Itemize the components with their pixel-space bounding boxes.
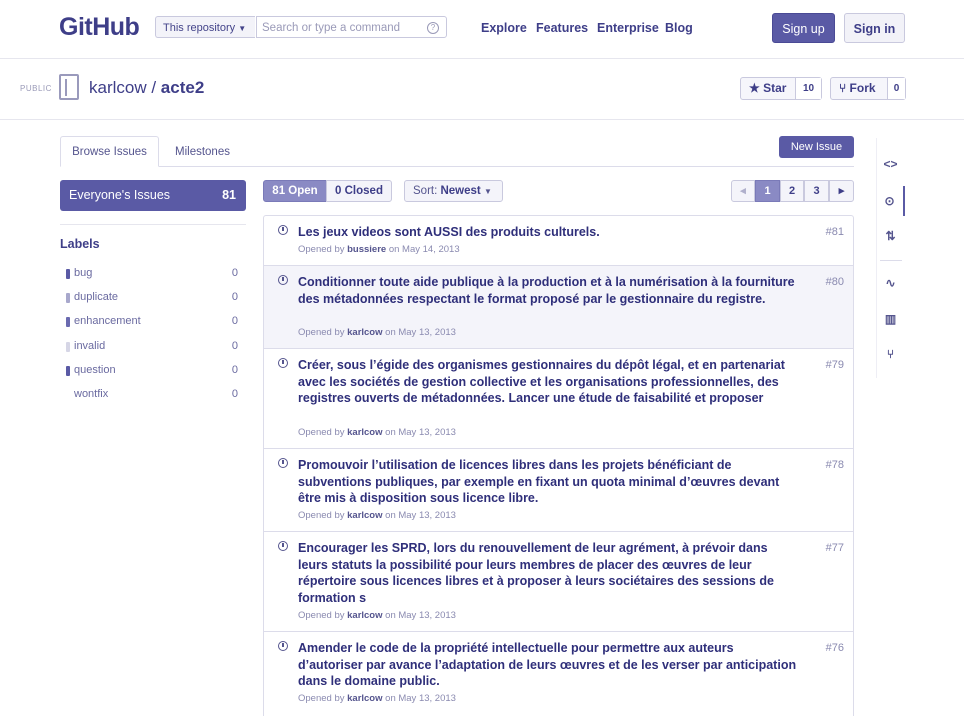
issue-date: on May 13, 2013	[385, 427, 456, 438]
nav-features[interactable]: Features	[536, 21, 589, 35]
nav-enterprise[interactable]: Enterprise	[597, 21, 659, 35]
tabs-divider	[60, 166, 854, 167]
issue-title-link[interactable]: Amender le code de la propriété intellectuelle pour permettre aux auteurs d’autoriser par avance l’adaptation de leurs œuvres et de les verser par anticipation dans le domaine public.	[298, 641, 797, 688]
everyones-issues-filter[interactable]	[60, 180, 246, 211]
opened-by-text: Opened by	[298, 327, 345, 338]
prev-page-button[interactable]	[731, 180, 755, 202]
issue-number: #78	[825, 459, 844, 471]
star-button[interactable]	[740, 77, 822, 100]
nav-explore[interactable]: Explore	[481, 21, 527, 35]
issue-title-link[interactable]: Encourager les SPRD, lors du renouvellement de leur agrément, à prévoir dans leurs statuts la possibilité pour leurs membres de placer des œuvres de leur répertoire sous licences libres et à proposer à leurs sociétaires des sessions de formation s	[298, 541, 774, 605]
label-filter-item[interactable]	[66, 267, 238, 281]
star-label	[749, 78, 786, 99]
issues-list	[263, 215, 854, 716]
label-filter-item[interactable]	[66, 340, 238, 354]
label-count: 0	[231, 315, 238, 327]
open-issue-icon	[278, 458, 288, 468]
pull-request-icon[interactable]: ⇅	[885, 229, 896, 243]
next-page-button[interactable]	[829, 180, 854, 202]
label-filter-item[interactable]	[66, 364, 238, 378]
label-color-swatch	[66, 342, 70, 352]
help-icon[interactable]: ?	[427, 22, 439, 34]
issue-meta	[298, 327, 456, 338]
label-count: 0	[231, 267, 238, 279]
chevron-down-icon: ▼	[483, 187, 492, 196]
sort-value: Newest	[440, 185, 481, 197]
open-issue-icon	[278, 641, 288, 651]
opened-by-text: Opened by	[298, 510, 345, 521]
issue-number: #79	[825, 359, 844, 371]
label-name: invalid	[74, 340, 106, 352]
issue-title-link[interactable]: Conditionner toute aide publique à la production et à la numérisation à la fourniture des métadonnées respectant le format proposé par le gestionnaire du registre.	[298, 275, 795, 306]
filter-count: 81	[222, 188, 236, 202]
search-input[interactable]	[256, 16, 447, 38]
open-issue-icon	[278, 275, 288, 285]
label-count: 0	[231, 364, 238, 376]
new-issue-button[interactable]: New Issue	[779, 136, 854, 158]
opened-by-text: Opened by	[298, 610, 345, 621]
issue-number: #80	[825, 276, 844, 288]
labels-heading: Labels	[60, 237, 100, 251]
label-name: bug	[74, 267, 93, 279]
label-filter-item[interactable]	[66, 388, 238, 402]
issue-author-link[interactable]: karlcow	[347, 510, 383, 521]
search-placeholder: Search or type a command	[262, 22, 401, 34]
page-2-button[interactable]: 2	[780, 180, 804, 202]
issue-number: #76	[825, 642, 844, 654]
label-name: duplicate	[74, 291, 119, 303]
issue-number: #77	[825, 542, 844, 554]
chevron-down-icon: ▼	[238, 24, 247, 33]
sign-up-button[interactable]: Sign up	[772, 13, 835, 43]
star-icon: ★	[749, 81, 760, 95]
search-scope-dropdown[interactable]	[155, 16, 255, 38]
sort-dropdown[interactable]	[404, 180, 503, 202]
issue-author-link[interactable]: karlcow	[347, 327, 383, 338]
label-color-swatch	[66, 269, 70, 279]
label-filter-item[interactable]	[66, 291, 238, 305]
repo-icon	[59, 74, 79, 100]
opened-by-text: Opened by	[298, 693, 345, 704]
repo-separator: /	[146, 78, 161, 97]
issue-meta	[298, 610, 456, 621]
star-text: Star	[763, 81, 787, 95]
repo-owner-link[interactable]: karlcow	[89, 78, 147, 97]
label-color-swatch	[66, 317, 70, 327]
repo-title	[89, 78, 204, 98]
chevron-left-icon: ◂	[740, 185, 746, 197]
issue-row[interactable]	[264, 216, 853, 266]
pulse-icon[interactable]: ∿	[885, 276, 896, 290]
fork-count[interactable]: 0	[887, 78, 905, 99]
issue-date: on May 14, 2013	[388, 244, 460, 255]
page-1-button[interactable]: 1	[755, 180, 780, 202]
issue-author-link[interactable]: karlcow	[347, 693, 383, 704]
label-count: 0	[231, 388, 238, 400]
open-issues-toggle[interactable]: 81 Open	[263, 180, 327, 202]
label-color-swatch	[66, 390, 70, 400]
search-scope-label: This repository	[163, 22, 236, 34]
code-icon[interactable]: <>	[883, 157, 898, 171]
label-color-swatch	[66, 293, 70, 303]
label-color-swatch	[66, 366, 70, 376]
tab-browse-issues[interactable]: Browse Issues	[60, 136, 159, 167]
sort-prefix: Sort:	[413, 185, 441, 197]
label-name: enhancement	[74, 315, 141, 327]
label-count: 0	[231, 291, 238, 303]
open-issue-icon	[278, 541, 288, 551]
repo-nav-rail	[876, 138, 906, 378]
issue-title-link[interactable]: Les jeux videos sont AUSSI des produits culturels.	[298, 225, 600, 239]
issue-title-link[interactable]: Promouvoir l’utilisation de licences libres dans les projets bénéficiant de subventions publiques, par exemple en fixant un quota minimal d’œuvres devant être mis à disposition sous licence libre.	[298, 458, 780, 505]
page-3-button[interactable]: 3	[804, 180, 829, 202]
fork-button[interactable]	[830, 77, 906, 100]
label-filter-item[interactable]	[66, 315, 238, 329]
issue-row[interactable]	[264, 632, 853, 716]
repo-name-link[interactable]: acte2	[160, 78, 205, 97]
nav-blog[interactable]: Blog	[665, 21, 693, 35]
open-issue-icon	[278, 225, 288, 235]
opened-by-text: Opened by	[298, 244, 345, 255]
star-count[interactable]: 10	[795, 78, 821, 99]
open-issue-icon	[278, 358, 288, 368]
issue-row[interactable]	[264, 349, 853, 449]
issue-row[interactable]	[264, 532, 853, 632]
filter-label: Everyone's Issues	[69, 188, 171, 202]
issue-date: on May 13, 2013	[385, 327, 456, 338]
label-count: 0	[231, 340, 238, 352]
rail-divider	[880, 260, 902, 261]
issue-date: on May 13, 2013	[385, 693, 456, 704]
fork-text: Fork	[849, 81, 876, 95]
label-name: question	[74, 364, 116, 376]
issue-row[interactable]	[264, 449, 853, 532]
issue-author-link[interactable]: karlcow	[347, 427, 383, 438]
opened-by-text: Opened by	[298, 427, 345, 438]
issue-row[interactable]	[264, 266, 853, 349]
issue-meta	[298, 244, 460, 255]
issue-meta	[298, 427, 456, 438]
issue-author-link[interactable]: bussiere	[347, 244, 387, 255]
graphs-icon[interactable]: ▥	[884, 312, 897, 326]
sign-in-button[interactable]: Sign in	[844, 13, 905, 43]
network-icon[interactable]: ⑂	[886, 347, 895, 361]
fork-icon: ⑂	[839, 81, 847, 95]
sidebar-divider	[60, 224, 246, 225]
issue-meta	[298, 510, 456, 521]
github-logo[interactable]: GitHub	[59, 13, 140, 41]
closed-issues-toggle[interactable]: 0 Closed	[326, 180, 392, 202]
fork-label	[839, 78, 876, 99]
issue-number: #81	[825, 226, 844, 238]
issue-date: on May 13, 2013	[385, 510, 456, 521]
issue-meta	[298, 693, 456, 704]
tab-milestones[interactable]: Milestones	[175, 146, 230, 158]
chevron-right-icon: ▸	[838, 185, 845, 197]
issue-title-link[interactable]: Créer, sous l’égide des organismes gestionnaires du dépôt légal, et en partenariat avec les sociétés de gestion collective et les organisations professionnelles, des registres ouverts de métadonnées. Lancer une étude de faisabilité et proposer	[298, 358, 785, 405]
label-name: wontfix	[74, 388, 109, 400]
issue-author-link[interactable]: karlcow	[347, 610, 383, 621]
visibility-label: PUBLIC	[20, 84, 52, 93]
issues-icon[interactable]: ⊙	[876, 186, 905, 216]
issue-date: on May 13, 2013	[385, 610, 456, 621]
